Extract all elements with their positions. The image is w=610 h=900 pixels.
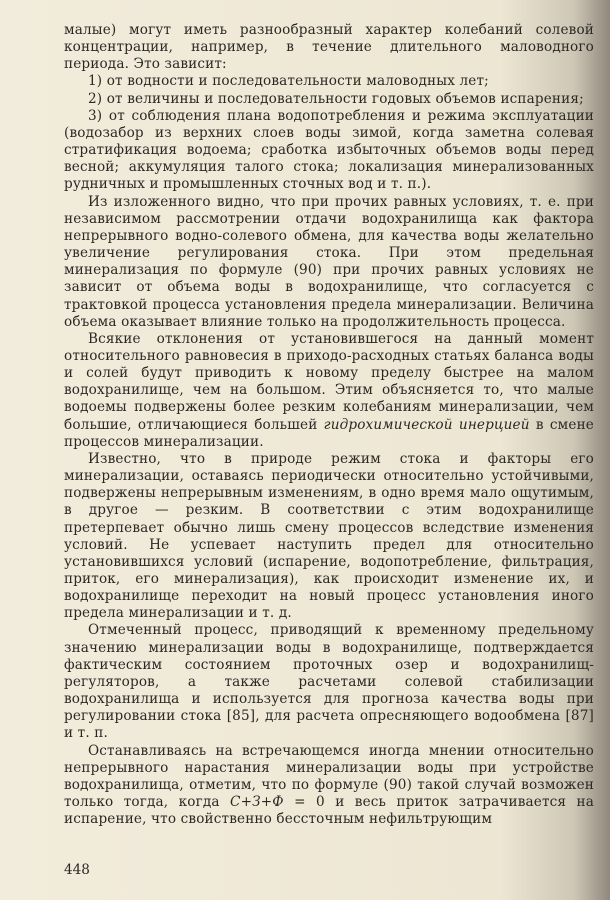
paragraph-6-end: = 0 и весь приток затрачивается на испарение, что свойственно бессточным нефильтрующим bbox=[64, 794, 594, 828]
paragraph-3-end: в смене процессов минерализации. bbox=[64, 416, 594, 450]
paragraph-4: Известно, что в природе режим стока и факторы его минерализации, оставаясь периодически относительно устойчивыми, подвержены непрерывным изменениям, в одно время мало ощутимым, в другое — резким. В соответствии с этим водохранилище претерпевает обычно лишь смену процессов вследствие изменения условий. Не успевает наступить предел для относительно установившихся условий (испарение, водопотребление, фильтрация, приток, его минерализация), как происходит изменение их, и водохранилище переходит на новый процесс установления иного предела минерализации и т. д. bbox=[64, 450, 594, 622]
list-item-1: 1) от водности и последовательности маловодных лет; bbox=[88, 73, 489, 90]
paragraph-3 bbox=[64, 331, 594, 451]
paragraph-6 bbox=[64, 743, 594, 829]
formula-term: С+З+Ф bbox=[230, 794, 284, 811]
paragraph-5: Отмеченный процесс, приводящий к временному предельному значению минерализации воды в водохранилище, подтверждается фактическим состоянием проточных озер и водохранилищ-регуляторов, а также расчетами солевой стабилизации водохранилища и используется для прогноза качества воды при регулировании стока [85], для расчета опресняющего водообмена [87] и т. п. bbox=[64, 622, 594, 742]
page-number: 448 bbox=[64, 862, 90, 878]
list-item-2: 2) от величины и последовательности годовых объемов испарения; bbox=[88, 90, 584, 107]
list-item-3: 3) от соблюдения плана водопотребления и режима эксплуатации (водозабор из верхних слоев воды зимой, когда заметна солевая стратификация водоема; сработка избыточных объемов воды перед весной; аккумуляция талого стока; локализация минерализованных рудничных и промышленных сточных вод и т. п.). bbox=[64, 107, 594, 193]
paragraph-3-start: Всякие отклонения от установившегося на данный момент относительного равновесия в приходо-расходных статьях баланса воды и солей будут приводить к новому пределу быстрее на малом водохранилище, чем на большом. Этим объясняется то, что малые водоемы подвержены более резким колебаниям минерализации, чем большие, отличающиеся большей bbox=[64, 330, 594, 433]
paragraph-6-start: Останавливаясь на встречающемся иногда мнении относительно непрерывного нарастания минерализации воды при устройстве водохранилища, отметим, что по формуле (90) такой случай возможен только тогда, когда bbox=[64, 742, 594, 811]
body-text bbox=[64, 22, 594, 828]
paragraph-1: малые) могут иметь разнообразный характер колебаний солевой концентрации, например, в течение длительного маловодного периода. Это зависит: bbox=[64, 22, 594, 73]
italic-term: гидрохимической инерцией bbox=[323, 416, 530, 433]
paragraph-2: Из изложенного видно, что при прочих равных условиях, т. е. при независимом рассмотрении отдачи водохранилища как фактора непрерывного водно-солевого обмена, для качества воды желательно увеличение регулирования стока. При этом предельная минерализация по формуле (90) при прочих равных условиях не зависит от объема воды в водохранилище, что согласуется с трактовкой процесса установления предела минерализации. Величина объема оказывает влияние только на продолжительность процесса. bbox=[64, 193, 594, 330]
